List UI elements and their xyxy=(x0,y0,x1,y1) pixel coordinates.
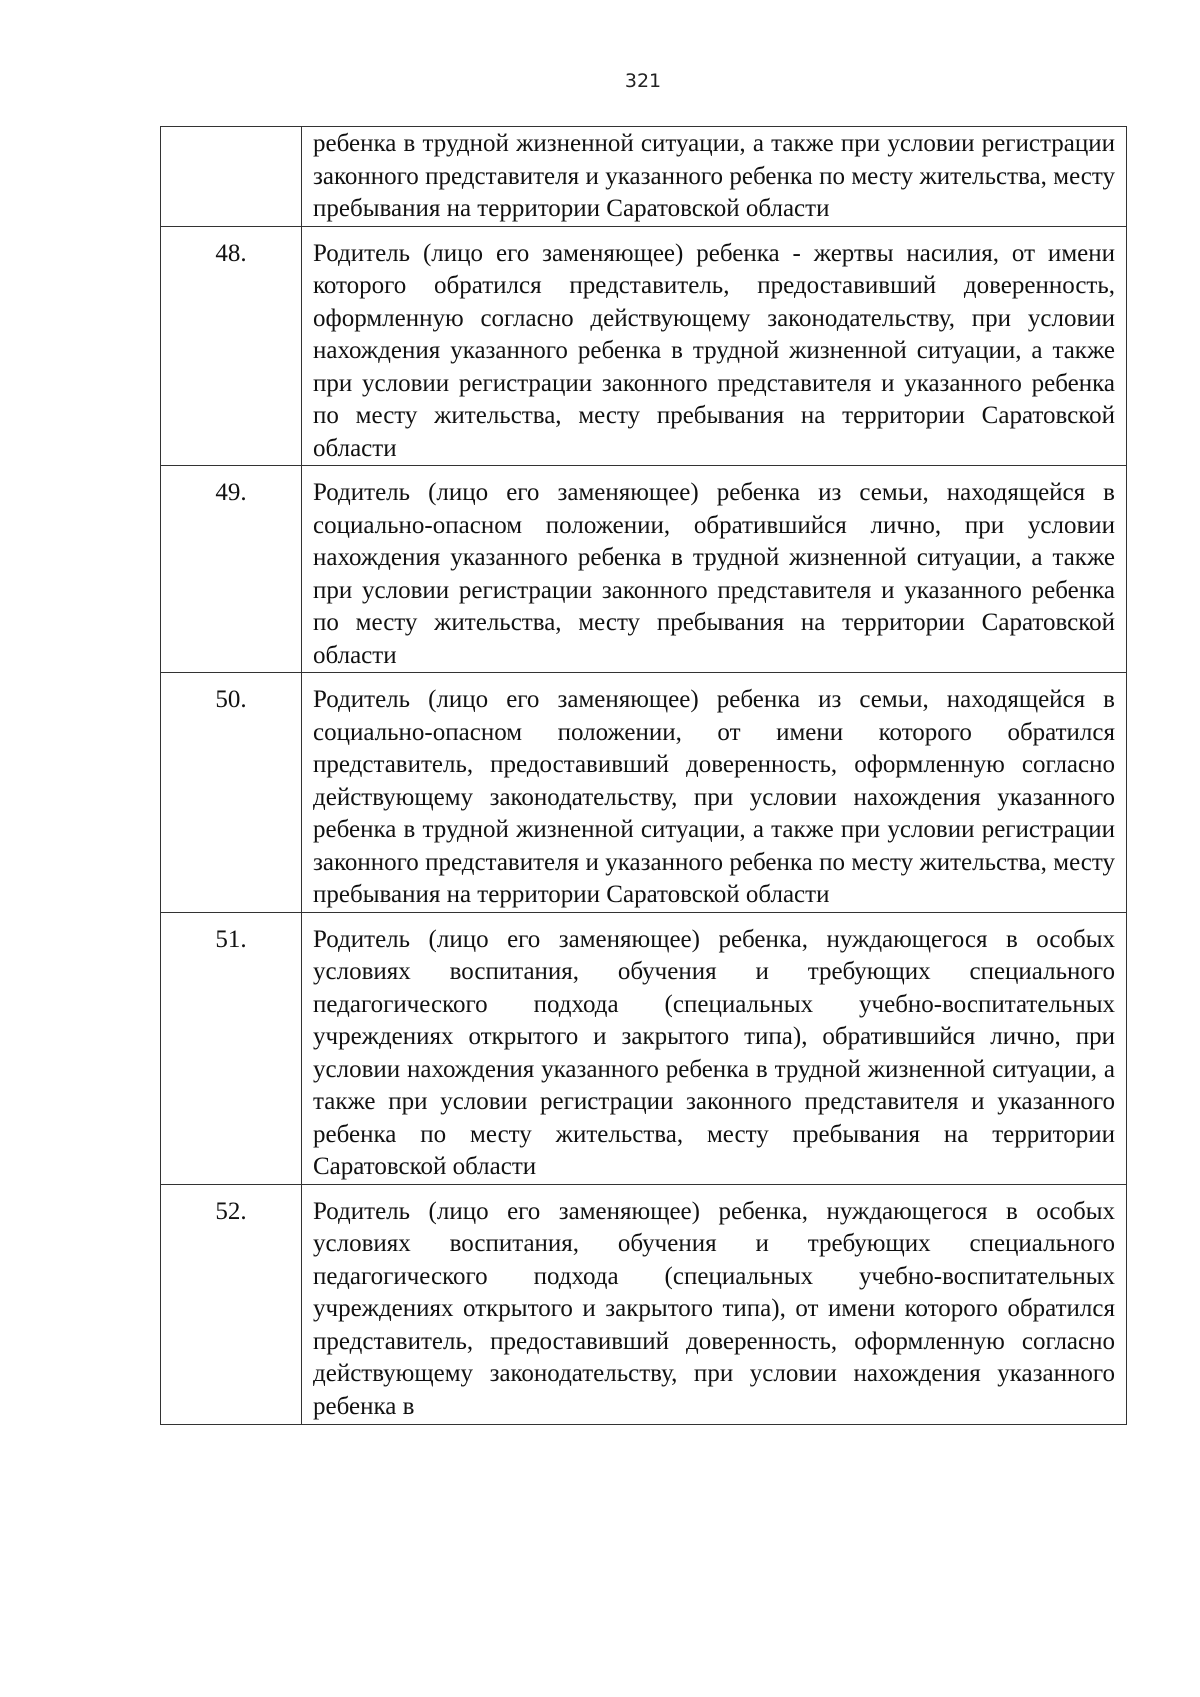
table-row xyxy=(161,912,1127,1184)
row-number-cell: 50. xyxy=(161,673,302,913)
row-number-cell: 49. xyxy=(161,466,302,673)
row-text-cell: ребенка в трудной жизненной ситуации, а также при условии регистрации законного представителя и указанного ребенка по месту жительства, месту пребывания на территории Саратовской области xyxy=(302,127,1127,227)
row-text-cell: Родитель (лицо его заменяющее) ребенка, нуждающегося в особых условиях воспитания, обучения и требующих специального педагогического подхода (специальных учебно-воспитательных учреждениях открытого и закрытого типа), обратившийся лично, при условии нахождения указанного ребенка в трудной жизненной ситуации, а также при условии регистрации законного представителя и указанного ребенка по месту жительства, месту пребывания на территории Саратовской области xyxy=(302,912,1127,1184)
row-text-cell: Родитель (лицо его заменяющее) ребенка из семьи, находящейся в социально-опасном положении, обратившийся лично, при условии нахождения указанного ребенка в трудной жизненной ситуации, а также при условии регистрации законного представителя и указанного ребенка по месту жительства, месту пребывания на территории Саратовской области xyxy=(302,466,1127,673)
page-number: 321 xyxy=(624,70,662,92)
table-row xyxy=(161,226,1127,466)
table-row xyxy=(161,466,1127,673)
table-row xyxy=(161,1184,1127,1425)
table-row xyxy=(161,127,1127,227)
document-table xyxy=(160,126,1127,1425)
table-row xyxy=(161,673,1127,913)
row-text-cell: Родитель (лицо его заменяющее) ребенка из семьи, находящейся в социально-опасном положении, от имени которого обратился представитель, предоставивший доверенность, оформленную согласно действующему законодательству, при условии нахождения указанного ребенка в трудной жизненной ситуации, а также при условии регистрации законного представителя и указанного ребенка по месту жительства, месту пребывания на территории Саратовской области xyxy=(302,673,1127,913)
row-number-cell: 52. xyxy=(161,1184,302,1425)
row-number-cell: 48. xyxy=(161,226,302,466)
row-text-cell: Родитель (лицо его заменяющее) ребенка, нуждающегося в особых условиях воспитания, обучения и требующих специального педагогического подхода (специальных учебно-воспитательных учреждениях открытого и закрытого типа), от имени которого обратился представитель, предоставивший доверенность, оформленную согласно действующему законодательству, при условии нахождения указанного ребенка в xyxy=(302,1184,1127,1425)
row-number-cell: 51. xyxy=(161,912,302,1184)
row-text-cell: Родитель (лицо его заменяющее) ребенка - жертвы насилия, от имени которого обратился представитель, предоставивший доверенность, оформленную согласно действующему законодательству, при условии нахождения указанного ребенка в трудной жизненной ситуации, а также при условии регистрации законного представителя и указанного ребенка по месту жительства, месту пребывания на территории Саратовской области xyxy=(302,226,1127,466)
row-number-cell xyxy=(161,127,302,227)
